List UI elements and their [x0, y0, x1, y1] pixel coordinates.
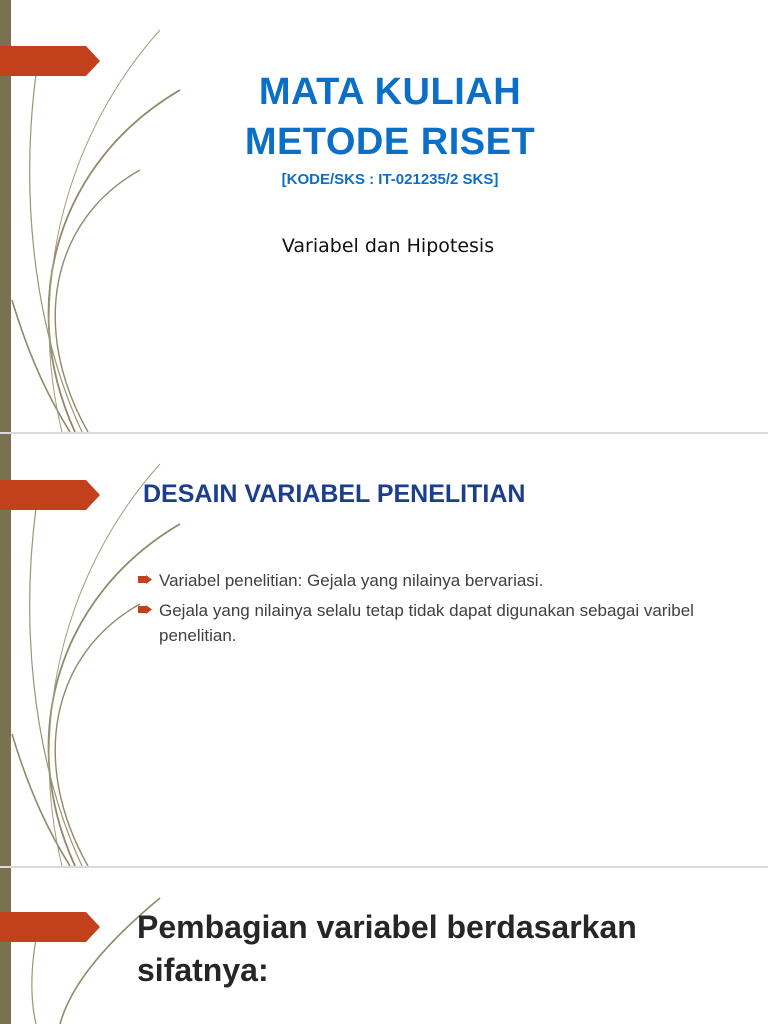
list-item: [138, 598, 738, 648]
slide-3: [0, 868, 768, 1024]
slide-heading: Pembagian variabel berdasarkan sifatnya:: [137, 909, 637, 988]
slide-2: [0, 434, 768, 866]
bullet-text: Gejala yang nilainya selalu tetap tidak dapat digunakan sebagai varibel penelitian.: [159, 601, 694, 645]
accent-arrow-tab: [0, 480, 100, 510]
accent-arrow-tab: [0, 912, 100, 942]
course-title-line-1: MATA KULIAH: [258, 71, 522, 113]
sidebar-stripe: [0, 868, 11, 1024]
list-item: [138, 568, 738, 593]
course-code: [KODE/SKS : IT-021235/2 SKS]: [281, 171, 499, 188]
right-arrow-icon: [138, 605, 152, 614]
bullet-text: Variabel penelitian: Gejala yang nilainya bervariasi.: [159, 571, 544, 590]
right-arrow-icon: [138, 575, 152, 584]
topic-title: Variabel dan Hipotesis: [281, 235, 495, 257]
slide-1: [0, 0, 768, 432]
slide-heading: DESAIN VARIABEL PENELITIAN: [143, 480, 526, 508]
course-title-line-2: METODE RISET: [244, 121, 536, 163]
bullet-list: [138, 568, 738, 653]
